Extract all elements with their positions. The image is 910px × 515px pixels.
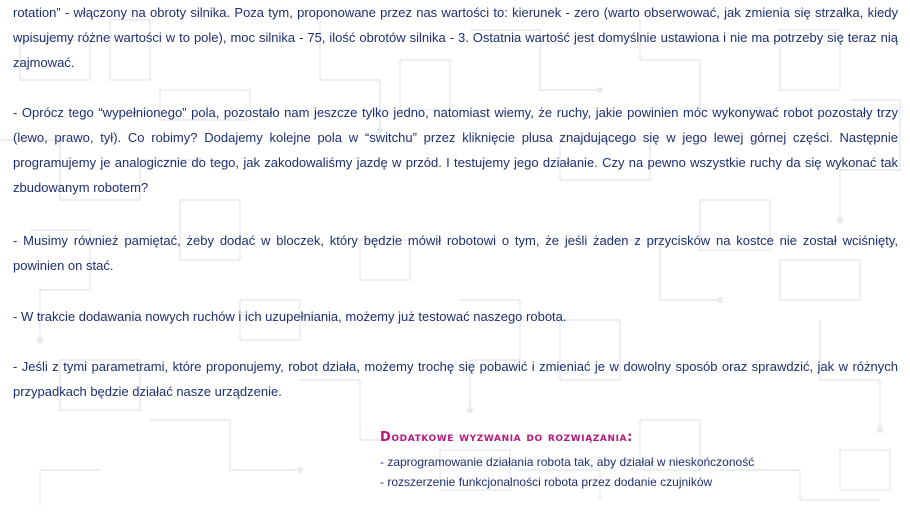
challenge-item-infinite-loop: - zaprogramowanie działania robota tak, aby działał w nieskończoność <box>380 455 755 469</box>
challenges-list <box>380 452 900 492</box>
paragraph-stop-block: - Musimy również pamiętać, żeby dodać w bloczek, który będzie mówił robotowi o tym, że jeśli żaden z przycisków na kostce nie został wciśnięty, powinien on stać. <box>13 233 898 273</box>
paragraph-switch-fields: - Oprócz tego “wypełnionego” pola, pozostało nam jeszcze tylko jedno, natomiast wiemy, że ruchy, jakie powinien móc wykonywać robot pozostały trzy (lewo, prawo, tył). Co robimy? Dodajemy kolejne pola w “switchu” przez kliknięcie plusa znajdującego się w jego lewej górnej części. Następnie programujemy je analogicznie do tego, jak zakodowaliśmy jazdę w przód. I testujemy jego działanie. Czy na pewno wszystkie ruchy da się wykonać tak zbudowanym robotem? <box>13 105 898 195</box>
additional-challenges-section <box>380 428 900 492</box>
challenge-item-sensors: - rozszerzenie funkcjonalności robota przez dodanie czujników <box>380 475 713 489</box>
challenges-heading: Dodatkowe wyzwania do rozwiązania: <box>380 430 633 445</box>
paragraph-testing: - W trakcie dodawania nowych ruchów i ich uzupełniania, możemy już testować naszego robota. <box>13 309 567 324</box>
paragraph-rotation-settings: rotation” - włączony na obroty silnika. Poza tym, proponowane przez nas wartości to: kierunek - zero (warto obserwować, jak zmienia się strzałka, kiedy wpisujemy różne wartości w to pole), moc silnika - 75, ilość obrotów silnika - 3. Ostatnia wartość jest domyślnie ustawiona i nie ma potrzeby się teraz nią zajmować. <box>13 5 898 70</box>
paragraph-experiment: - Jeśli z tymi parametrami, które proponujemy, robot działa, możemy trochę się pobawić i zmieniać je w dowolny sposób oraz sprawdzić, jak w różnych przypadkach będzie działać nasze urządzenie. <box>13 359 898 399</box>
